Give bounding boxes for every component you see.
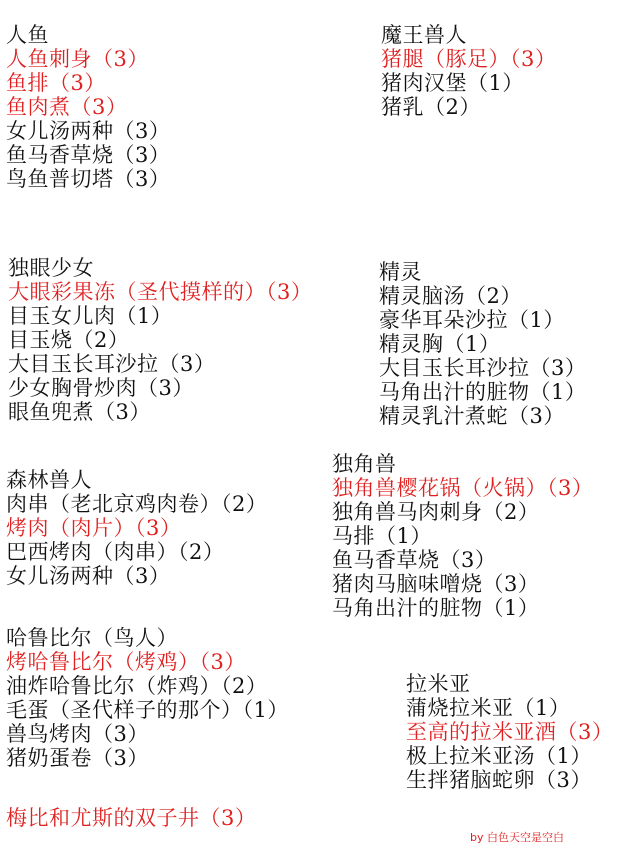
dish-item: 猪肉马脑味噌烧（3） — [332, 572, 540, 596]
group-title: 魔王兽人 — [381, 23, 467, 47]
dish-item: 猪奶蛋卷（3） — [6, 746, 149, 770]
dish-item: 马角出汁的脏物（1） — [379, 380, 587, 404]
author-credit: by 白色天空是空白 — [470, 831, 564, 844]
menu-group-unicorn — [332, 452, 593, 620]
dish-item: 目玉女儿肉（1） — [8, 304, 173, 328]
menu-group-elf — [379, 260, 586, 428]
dish-item: 兽鸟烤肉（3） — [6, 722, 149, 746]
dish-item: 女儿汤两种（3） — [6, 119, 171, 143]
dish-item: 极上拉米亚汤（1） — [406, 744, 592, 768]
group-title: 精灵 — [379, 260, 422, 284]
dish-item: 少女胸骨炒肉（3） — [8, 376, 194, 400]
dish-item: 马排（1） — [332, 524, 432, 548]
menu-group-lamia — [406, 672, 613, 792]
menu-group-forest-beastman — [6, 468, 267, 588]
dish-item: 鱼马香草烧（3） — [6, 143, 171, 167]
dish-item: 猪乳（2） — [381, 95, 481, 119]
dish-item: 猪肉汉堡（1） — [381, 71, 524, 95]
dish-item: 独角兽马肉刺身（2） — [332, 500, 540, 524]
dish-item: 鱼排（3） — [6, 71, 106, 95]
dish-item: 大目玉长耳沙拉（3） — [379, 356, 587, 380]
group-title: 独眼少女 — [8, 256, 94, 280]
menu-group-merfolk — [6, 23, 170, 191]
dish-item: 女儿汤两种（3） — [6, 564, 171, 588]
dish-item: 眼鱼兜煮（3） — [8, 400, 151, 424]
dish-item: 烤哈鲁比尔（烤鸡）（3） — [6, 650, 246, 674]
menu-group-harpy — [6, 626, 289, 770]
dish-item: 鸟鱼普切塔（3） — [6, 167, 171, 191]
dish-item: 猪腿（豚足）（3） — [381, 47, 557, 71]
dish-item: 鱼马香草烧（3） — [332, 548, 497, 572]
menu-group-cyclops-girl — [8, 256, 312, 424]
group-title: 独角兽 — [332, 452, 397, 476]
group-title: 哈鲁比尔（鸟人） — [6, 626, 178, 650]
dish-item: 大目玉长耳沙拉（3） — [8, 352, 216, 376]
dish-item: 蒲烧拉米亚（1） — [406, 696, 571, 720]
dish-item: 巴西烤肉（肉串）（2） — [6, 540, 225, 564]
dish-item: 目玉烧（2） — [8, 328, 130, 352]
dish-item: 豪华耳朵沙拉（1） — [379, 308, 565, 332]
menu-group-demon-beastman — [381, 23, 556, 119]
dish-item: 烤肉（肉片）（3） — [6, 516, 182, 540]
dish-item: 独角兽樱花锅（火锅）（3） — [332, 476, 594, 500]
dish-item: 精灵乳汁煮蛇（3） — [379, 404, 565, 428]
dish-item: 毛蛋（圣代样子的那个）（1） — [6, 698, 289, 722]
group-title: 森林兽人 — [6, 468, 92, 492]
footer-note: 梅比和尤斯的双子井（3） — [6, 806, 257, 830]
dish-item: 马角出汁的脏物（1） — [332, 596, 540, 620]
dish-item: 生拌猪脑蛇卵（3） — [406, 768, 592, 792]
dish-item: 人鱼刺身（3） — [6, 47, 149, 71]
dish-item: 肉串（老北京鸡肉卷）（2） — [6, 492, 268, 516]
group-title: 拉米亚 — [406, 672, 471, 696]
dish-item: 鱼肉煮（3） — [6, 95, 128, 119]
dish-item: 精灵脑汤（2） — [379, 284, 522, 308]
group-title: 人鱼 — [6, 23, 49, 47]
dish-item: 油炸哈鲁比尔（炸鸡）（2） — [6, 674, 268, 698]
dish-item: 大眼彩果冻（圣代摸样的）（3） — [8, 280, 313, 304]
dish-item: 精灵胸（1） — [379, 332, 501, 356]
dish-item: 至高的拉米亚酒（3） — [406, 720, 614, 744]
